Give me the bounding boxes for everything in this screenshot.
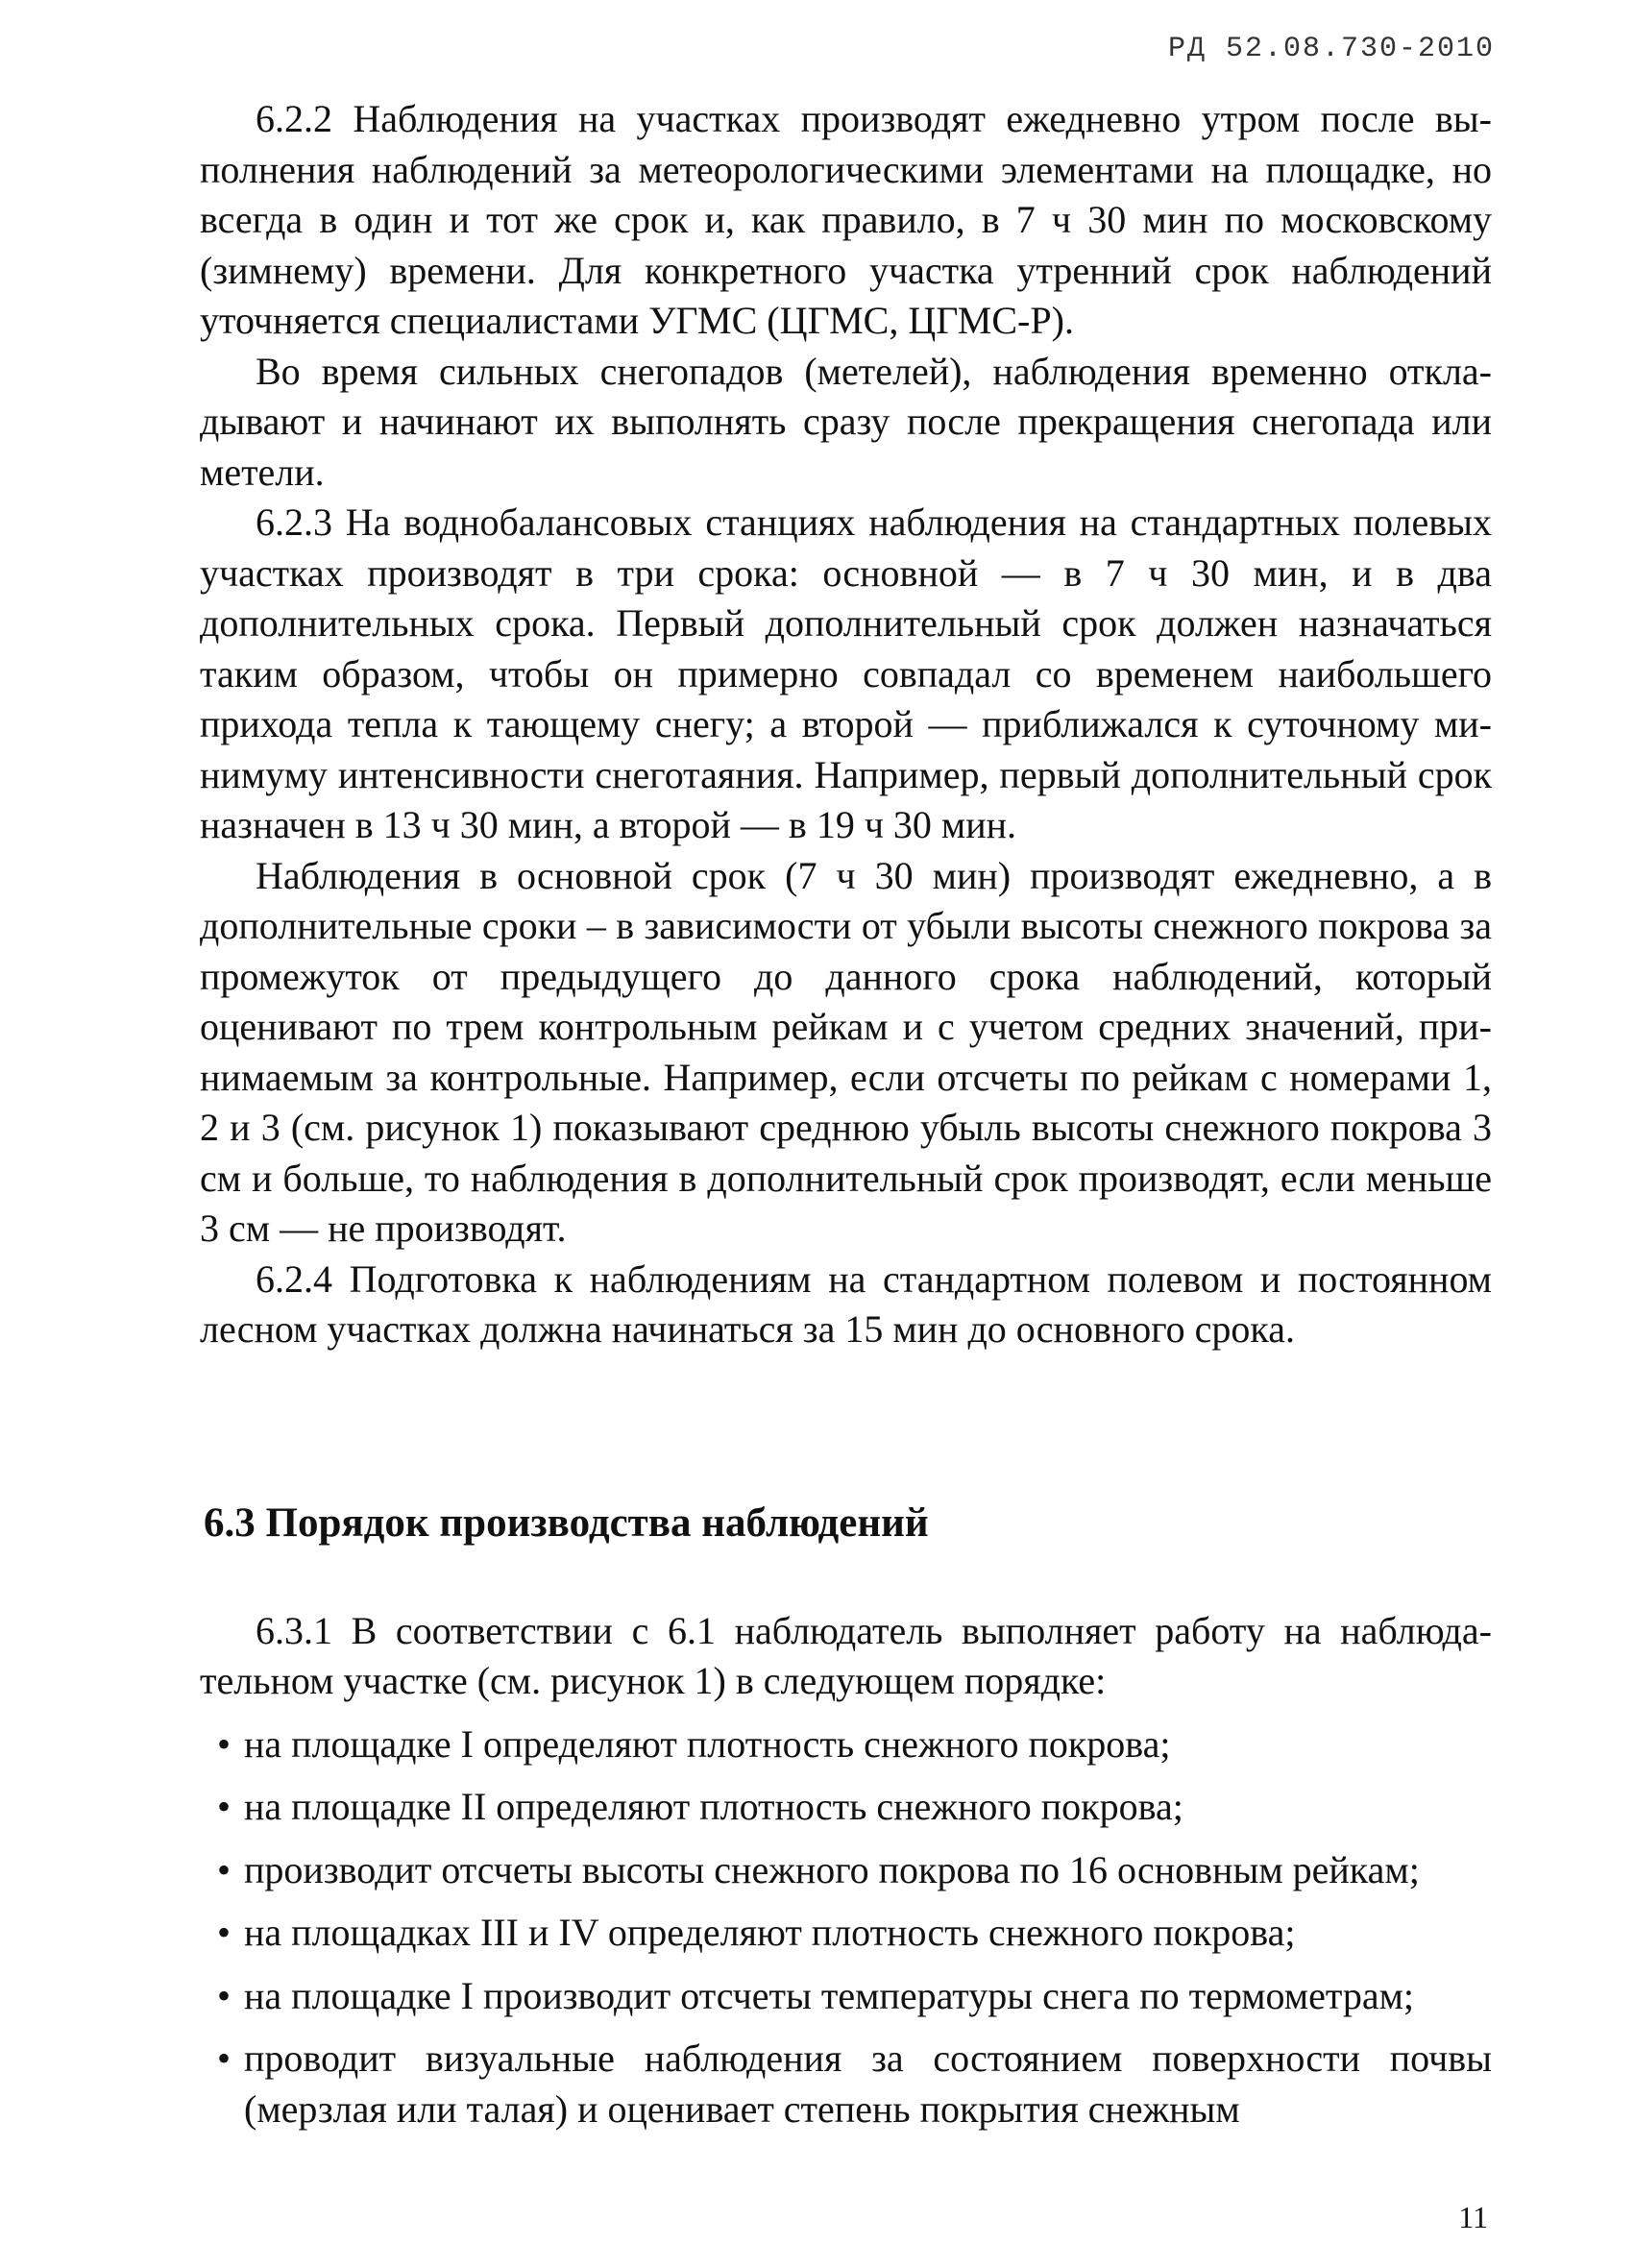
document-code: РД 52.08.730-2010: [1167, 33, 1495, 65]
bullet-icon: •: [217, 1911, 232, 1954]
bullet-icon: •: [217, 1847, 232, 1891]
paragraph-6-2-2: 6.2.2 Наблюдения на участках производят ежедневно утром после выполнения наблюдений за метеорологическими элементами на площадке, но всегда в один и тот же срок и, как правило, в 7 ч 30 мин по московскому (зимнему) времени. Для конкретного участка утренний срок наблюдений уточняется специалистами УГМС (ЦГМС, ЦГМС-Р).: [200, 97, 1492, 342]
paragraph-6-3-1: 6.3.1 В соответствии с 6.1 наблюдатель выполняет работу на наблюдательном участке (см. рисунок 1) в следующем порядке:: [200, 1608, 1492, 1702]
paragraph-main-term: Наблюдения в основной срок (7 ч 30 мин) производят ежедневно, а в дополнительные сроки – в зависимости от убыли высоты снежного покрова за промежуток от предыдущего до данного срока наблюдений, который оценивают по трем контрольным рейкам и с учетом средних значений, принимаемым за контрольные. Например, если отсчеты по рейкам с номерами 1, 2 и 3 (см. рисунок 1) показывают среднюю убыль высоты снежного покрова 3 см и больше, то наблюдения в дополнительный срок производят, если меньше 3 см — не производят.: [200, 853, 1492, 1250]
bullet-icon: •: [217, 1973, 232, 2017]
paragraph-6-2-4: 6.2.4 Подготовка к наблюдениям на стандартном полевом и постоянном лесном участках должна начинаться за 15 мин до основного срока.: [200, 1256, 1492, 1351]
observation-steps-list: [200, 1719, 1492, 2135]
page-body: [200, 94, 1492, 2134]
page-number: 11: [1458, 2200, 1488, 2234]
list-item: • на площадке I производит отсчеты температуры снега по термометрам;: [200, 1971, 1492, 2022]
list-item: • на площадках III и IV определяют плотность снежного покрова;: [200, 1908, 1492, 1959]
list-item: • на площадке I определяют плотность снежного покрова;: [200, 1719, 1492, 1770]
list-item: • производит отсчеты высоты снежного покрова по 16 основным рейкам;: [200, 1845, 1492, 1896]
section-heading-6-3: 6.3 Порядок производства наблюдений: [204, 1500, 929, 1546]
paragraph-snowfall: Во время сильных снегопадов (метелей), наблюдения временно откладывают и начинают их выполнять сразу после прекращения снегопада или метели.: [200, 349, 1492, 494]
bullet-icon: •: [217, 1785, 232, 1828]
list-item: • на площадке II определяют плотность снежного покрова;: [200, 1782, 1492, 1833]
bullet-icon: •: [217, 1721, 232, 1766]
bullet-icon: •: [217, 2036, 232, 2080]
paragraph-6-2-3: 6.2.3 На воднобалансовых станциях наблюдения на стандартных полевых участках производят в три срока: основной — в 7 ч 30 мин, и в два дополнительных срока. Первый дополнительный срок должен назначаться таким образом, чтобы он примерно совпадал со временем наибольшего прихода тепла к тающему снегу; а второй — приближался к суточному минимуму интенсивности снеготаяния. Например, первый дополнительный срок назначен в 13 ч 30 мин, а второй — в 19 ч 30 мин.: [200, 500, 1492, 846]
list-item: • проводит визуальные наблюдения за состоянием поверхности почвы (мерзлая или талая) и оценивает степень покрытия снежным: [200, 2034, 1492, 2134]
